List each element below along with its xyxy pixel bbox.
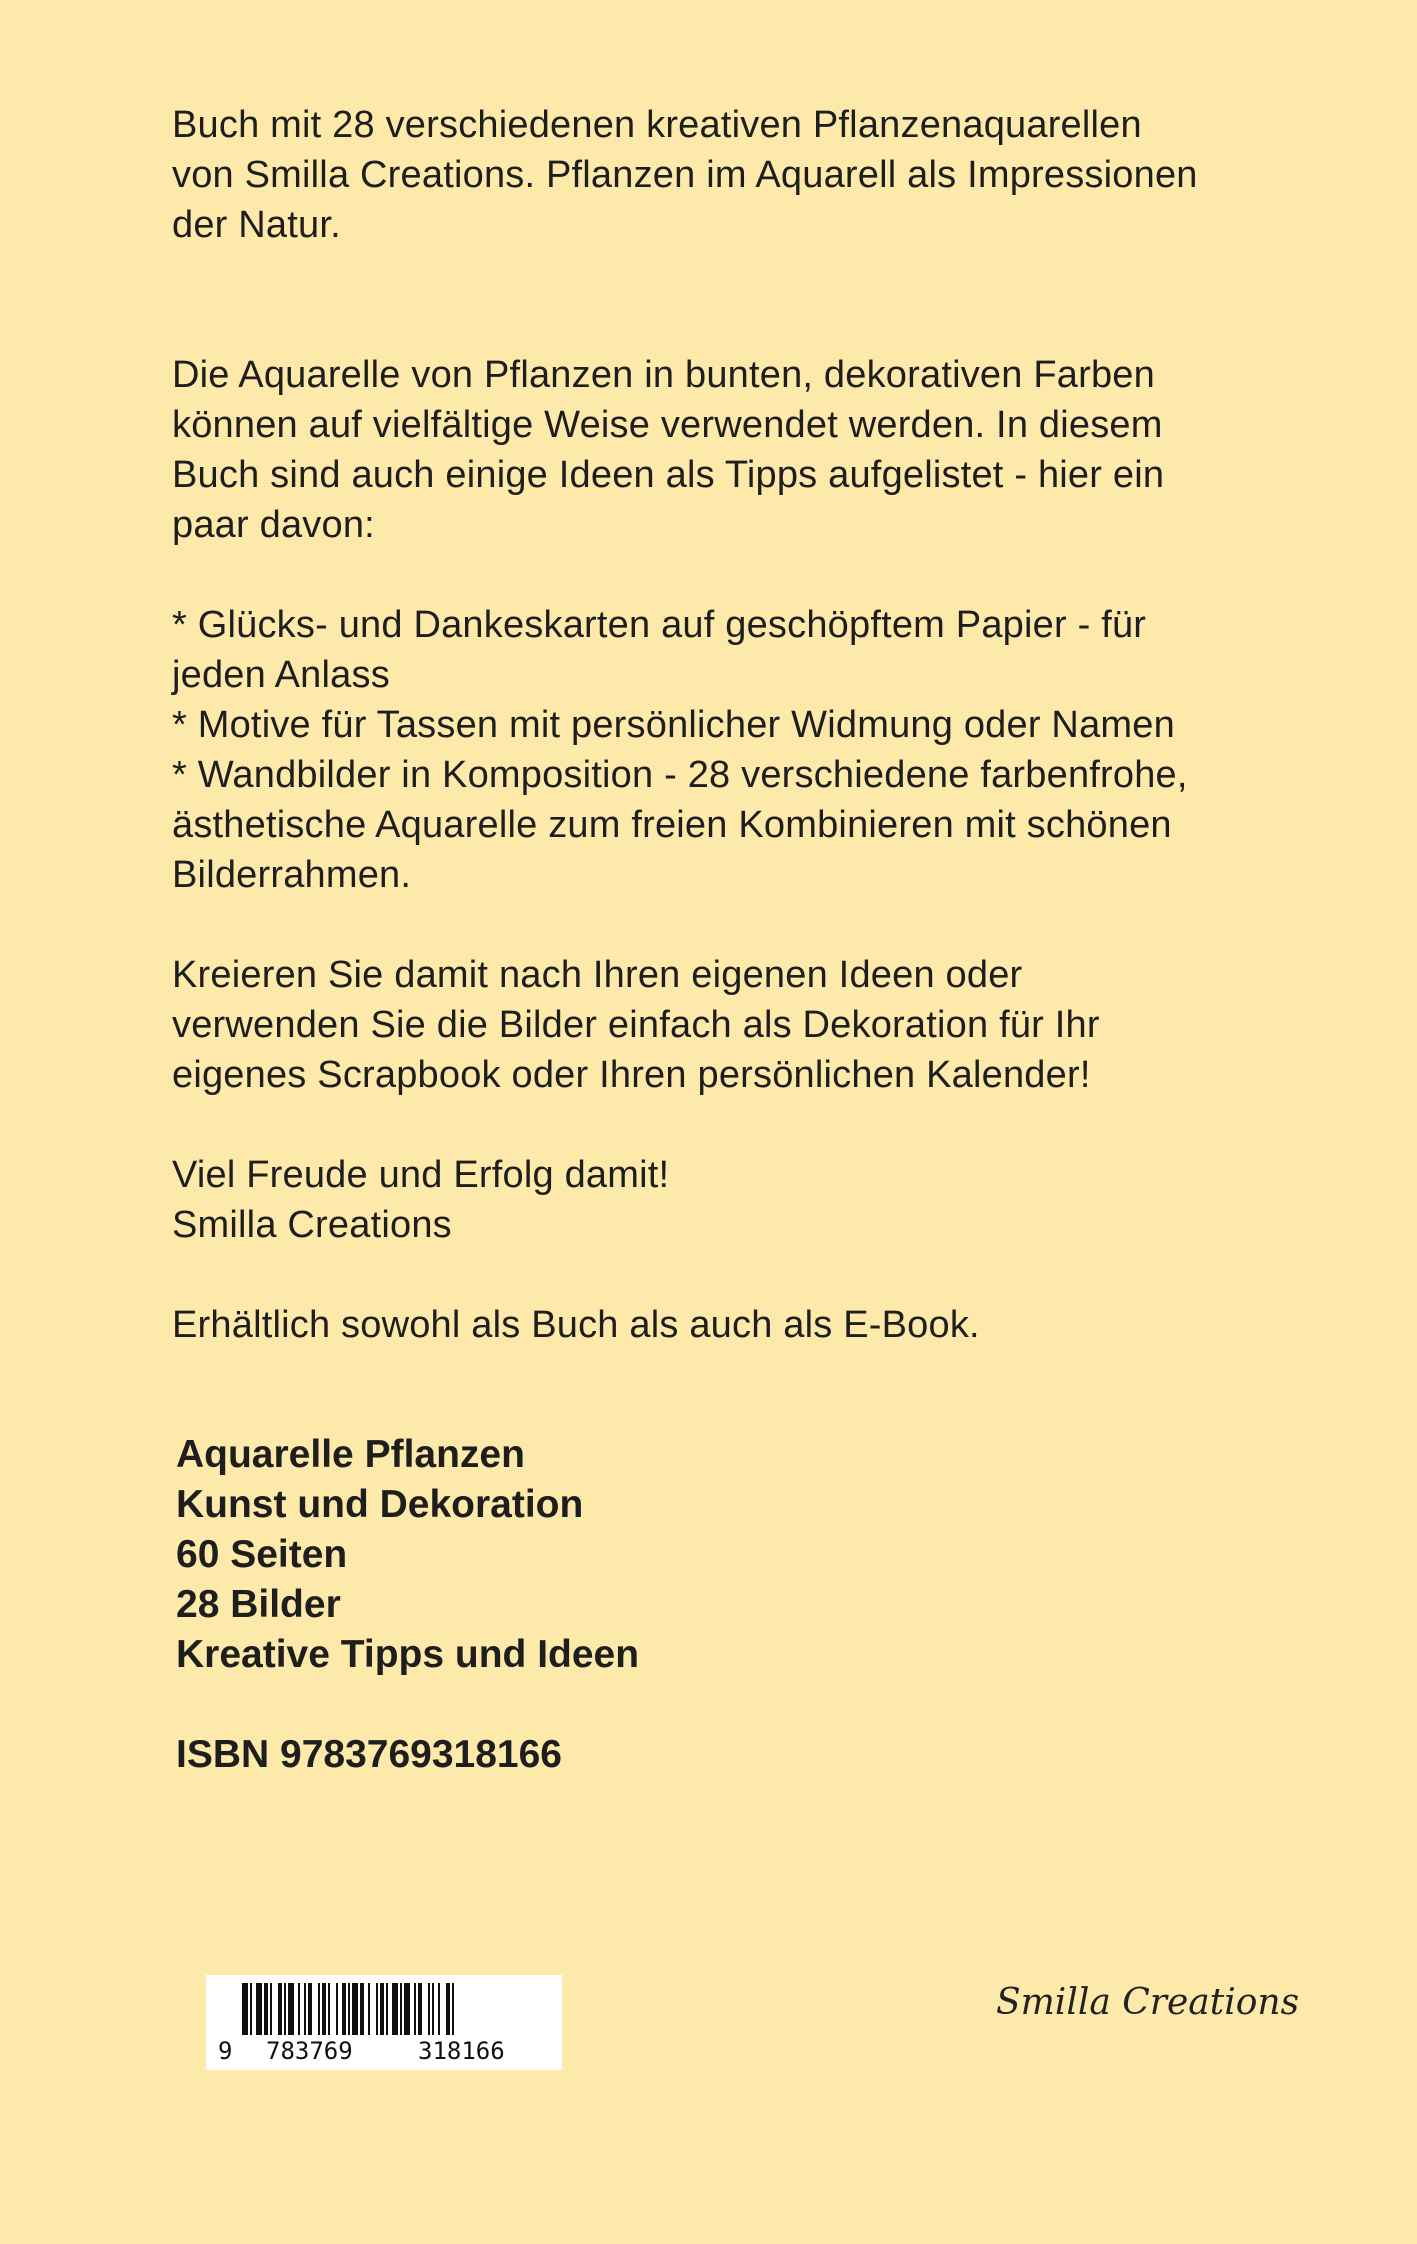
description-intro — [172, 100, 1292, 250]
barcode-digits — [206, 2037, 562, 2067]
usage-text: Die Aquarelle von Pflanzen in bunten, dekorativen Farben können auf vielfältige Weise verwendet werden. In diesem Buch sind auch einige Ideen als Tipps aufgelistet - hier ein paar davon: — [172, 354, 1165, 546]
description-usage — [172, 350, 1292, 550]
barcode-bar — [400, 1983, 402, 2035]
barcode-bar — [392, 1983, 398, 2035]
fact-images: 28 Bilder — [176, 1583, 341, 1626]
isbn: ISBN 9783769318166 — [176, 1733, 562, 1776]
barcode-bar — [284, 1983, 286, 2035]
tip-item: * Motive für Tassen mit persönlicher Widmung oder Namen — [172, 704, 1175, 746]
barcode-first-digit: 9 — [218, 2037, 233, 2065]
tips-list — [172, 600, 1292, 900]
barcode-bar — [386, 1983, 388, 2035]
barcode-bar — [308, 1983, 312, 2035]
availability-text: Erhältlich sowohl als Buch als auch als E-Book. — [172, 1304, 980, 1346]
barcode-bar — [380, 1983, 384, 2035]
barcode-bar — [328, 1983, 330, 2035]
tip-item: * Wandbilder in Komposition - 28 verschiedene farbenfrohe, ästhetische Aquarelle zum freien Kombinieren mit schönen Bilderrahmen. — [172, 754, 1188, 896]
barcode-bar — [432, 1983, 434, 2035]
barcode-right-group: 318166 — [418, 2037, 505, 2065]
barcode-bar — [336, 1983, 338, 2035]
barcode-bar — [360, 1983, 364, 2035]
barcode-bar — [428, 1983, 430, 2035]
availability-note — [172, 1300, 1292, 1350]
tip-item: * Glücks- und Dankeskarten auf geschöpftem Papier - für jeden Anlass — [172, 604, 1147, 696]
barcode-bars — [206, 1975, 562, 2037]
barcode-bar — [348, 1983, 350, 2035]
barcode-bar — [404, 1983, 410, 2035]
barcode-bar — [288, 1983, 294, 2035]
barcode-bar — [298, 1983, 300, 2035]
barcode-bar — [452, 1983, 454, 2035]
description-create — [172, 950, 1292, 1100]
barcode-bar — [250, 1983, 252, 2035]
barcode-bar — [352, 1983, 358, 2035]
create-text: Kreieren Sie damit nach Ihren eigenen Ideen oder verwenden Sie die Bilder einfach als Dekoration für Ihr eigenes Scrapbook oder Ihren persönlichen Kalender! — [172, 954, 1100, 1096]
intro-text: Buch mit 28 verschiedenen kreativen Pflanzenaquarellen von Smilla Creations. Pflanzen im Aquarell als Impressionen der Natur. — [172, 104, 1198, 246]
barcode-bar — [322, 1983, 326, 2035]
barcode-bar — [278, 1983, 282, 2035]
fact-title: Aquarelle Pflanzen — [176, 1433, 525, 1476]
barcode-bar — [256, 1983, 262, 2035]
barcode-bar — [270, 1983, 272, 2035]
fact-category: Kunst und Dekoration — [176, 1483, 584, 1526]
closing-signature: Smilla Creations — [172, 1204, 452, 1246]
barcode-left-group: 783769 — [266, 2037, 353, 2065]
barcode-bar — [318, 1983, 320, 2035]
barcode-bar — [418, 1983, 422, 2035]
barcode-bar — [342, 1983, 346, 2035]
closing — [172, 1150, 1292, 1250]
brand-logo: Smilla Creations — [996, 1982, 1300, 2023]
barcode-bar — [414, 1983, 416, 2035]
barcode-bar — [438, 1983, 440, 2035]
barcode-bar — [376, 1983, 378, 2035]
barcode-bar — [242, 1983, 248, 2035]
barcode — [206, 1975, 562, 2070]
barcode-bar — [446, 1983, 450, 2035]
fact-pages: 60 Seiten — [176, 1533, 348, 1576]
barcode-bar — [368, 1983, 370, 2035]
fact-tips: Kreative Tipps und Ideen — [176, 1633, 640, 1676]
closing-greeting: Viel Freude und Erfolg damit! — [172, 1154, 670, 1196]
barcode-bar — [304, 1983, 306, 2035]
barcode-bar — [264, 1983, 268, 2035]
book-facts — [176, 1430, 639, 1680]
